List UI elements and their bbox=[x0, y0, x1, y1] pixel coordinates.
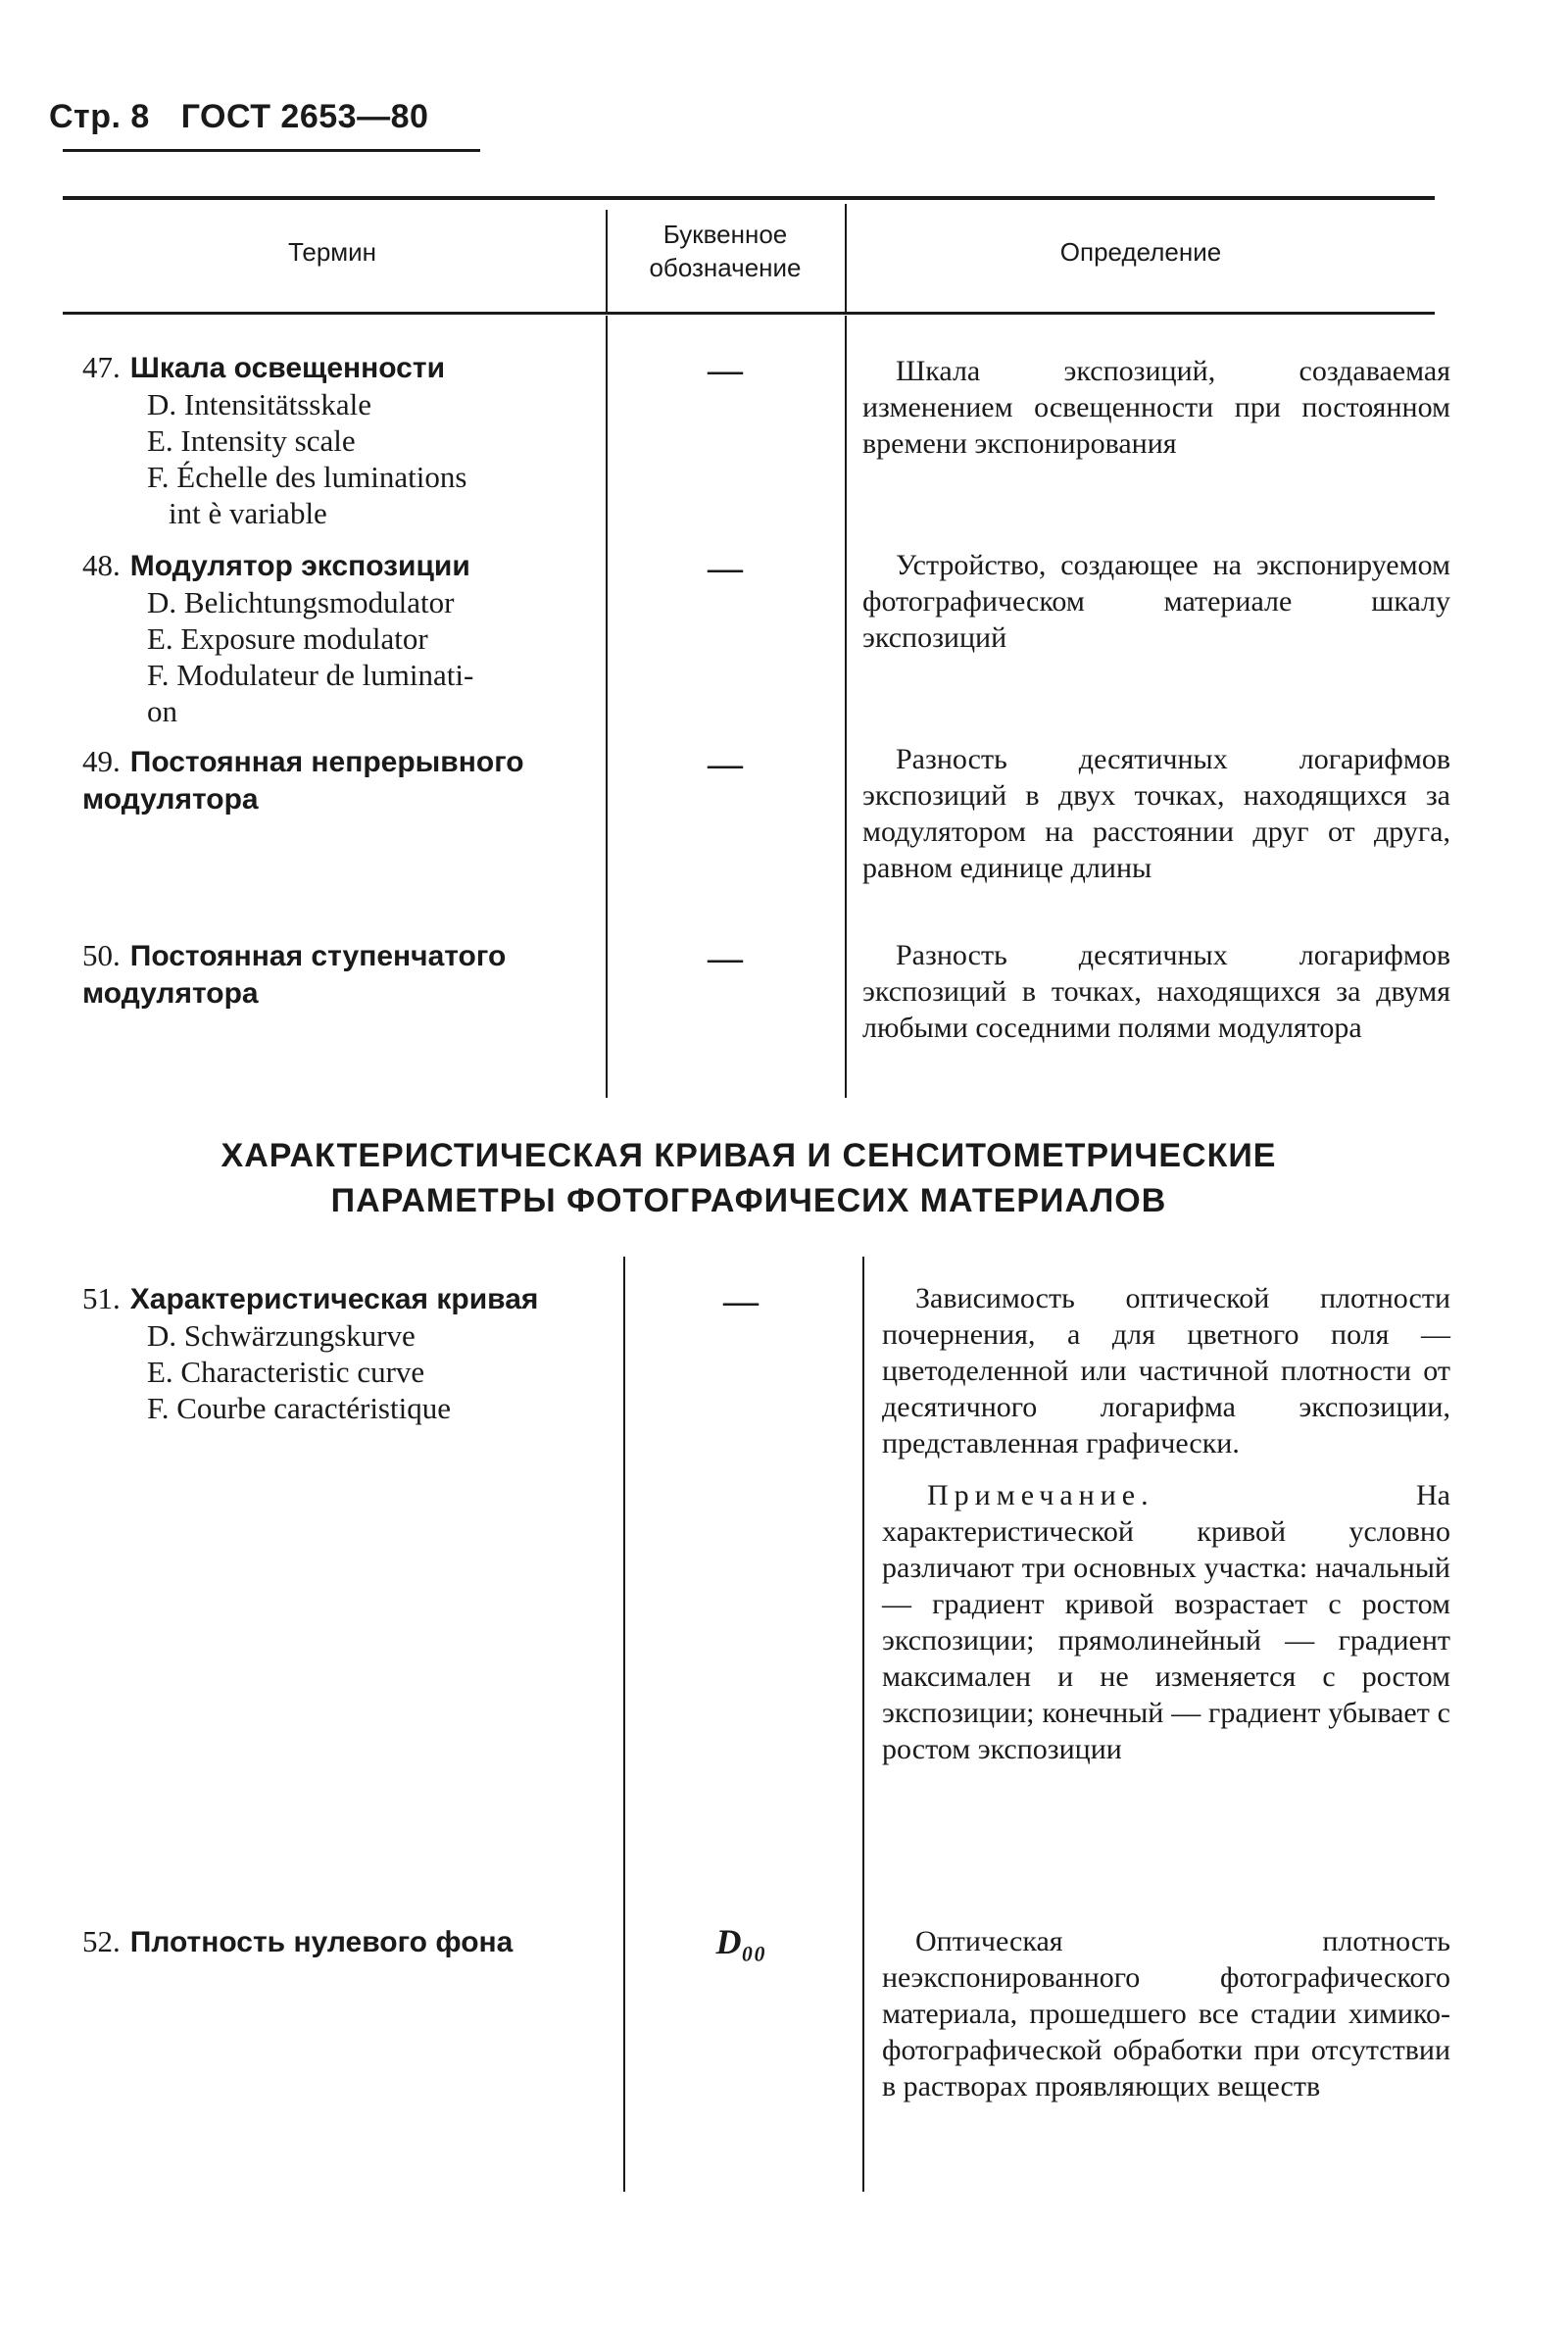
column-divider bbox=[606, 316, 608, 1098]
translation-en: E. Intensity scale bbox=[147, 423, 356, 458]
column-divider bbox=[623, 1257, 625, 2192]
section-title-line2: ПАРАМЕТРЫ ФОТОГРАФИЧЕСИХ МАТЕРИАЛОВ bbox=[330, 1182, 1167, 1219]
definition-text: Устройство, создающее на экспонируемом фотографическом материале шкалу экспозиций bbox=[862, 549, 1450, 654]
column-divider bbox=[845, 316, 847, 1098]
translation-fr: F. Modulateur de luminati- bbox=[147, 658, 474, 692]
translation-fr-cont: int è variable bbox=[169, 496, 327, 530]
entry-number: 51. bbox=[82, 1281, 121, 1315]
column-divider bbox=[845, 204, 847, 312]
page-header bbox=[49, 98, 450, 136]
standard-number: ГОСТ 2653—80 bbox=[180, 98, 429, 135]
translation-de: D. Belichtungsmodulator bbox=[147, 585, 455, 619]
note-block bbox=[882, 1477, 1450, 1767]
letter-symbol: — bbox=[708, 938, 743, 977]
header-rule bbox=[63, 149, 480, 152]
entry-number: 48. bbox=[82, 548, 121, 582]
definition-text: Оптическая плотность неэкспонированного фотографического материала, прошедшего все стадии химико-фотографической обработки при отсутствии в растворах проявляющих веществ bbox=[882, 1925, 1450, 2102]
entry-title: Плотность нулевого фона bbox=[129, 1926, 514, 1958]
letter-symbol: — bbox=[708, 548, 743, 587]
column-header-letter bbox=[608, 218, 843, 284]
table-head-rule bbox=[63, 312, 1435, 315]
column-header-letter-line1: Буквенное bbox=[662, 220, 788, 249]
entry-title: Модулятор экспозиции bbox=[129, 550, 470, 582]
note-text: На характеристической кривой условно различают три основных участка: начальный — градиент кривой возрастает с ростом экспозиции; прямолинейный — градиент максимален и не изменяется с ростом экспозиции; конечный — градиент убывает с ростом экспозиции bbox=[882, 1479, 1450, 1765]
term-entry-49 bbox=[82, 743, 602, 817]
column-header-definition: Определение bbox=[1059, 237, 1222, 267]
entry-title: Постоянная ступенчатого модулятора bbox=[82, 940, 507, 1010]
section-title bbox=[63, 1133, 1435, 1223]
translation-de: D. Intensitätsskale bbox=[147, 387, 372, 421]
definition-48 bbox=[862, 547, 1450, 656]
definition-text: Разность десятичных логарифмов экспозиций в двух точках, находящихся за модулятором на расстоянии друг от друга, равном единице длины bbox=[862, 743, 1450, 884]
column-divider bbox=[862, 1257, 864, 2192]
letter-symbol: — bbox=[723, 1281, 759, 1320]
definition-text: Разность десятичных логарифмов экспозиций в точках, находящихся за двумя любыми соседними полями модулятора bbox=[862, 939, 1450, 1044]
translation-fr-cont: on bbox=[147, 694, 177, 728]
term-entry-47 bbox=[82, 349, 602, 531]
translation-fr: F. Courbe caractéristique bbox=[147, 1391, 451, 1425]
page-label: Стр. 8 bbox=[49, 98, 150, 135]
term-entry-48 bbox=[82, 547, 602, 729]
column-divider bbox=[606, 210, 608, 312]
entry-title: Шкала освещенности bbox=[129, 352, 446, 384]
term-entry-50 bbox=[82, 937, 602, 1012]
definition-50 bbox=[862, 937, 1450, 1046]
entry-title: Характеристическая кривая bbox=[129, 1283, 539, 1315]
term-entry-51 bbox=[82, 1280, 602, 1426]
letter-symbol: — bbox=[708, 744, 743, 783]
column-header-letter-line2: обозначение bbox=[649, 253, 802, 282]
entry-number: 47. bbox=[82, 350, 121, 384]
translation-de: D. Schwärzungskurve bbox=[147, 1318, 416, 1353]
translation-en: E. Characteristic curve bbox=[147, 1355, 425, 1389]
entry-number: 50. bbox=[82, 938, 121, 972]
definition-text: Зависимость оптической плотности почернения, а для цветного поля — цветоделенной или частичной плотности от десятичного логарифма экспозиции, представленная графически. bbox=[882, 1282, 1450, 1459]
definition-47 bbox=[862, 353, 1450, 462]
entry-title: Постоянная непрерывного модулятора bbox=[82, 746, 524, 816]
definition-52 bbox=[882, 1923, 1450, 2104]
definition-text: Шкала экспозиций, создаваемая изменением освещенности при постоянном времени экспонирования bbox=[862, 355, 1450, 460]
definition-49 bbox=[862, 741, 1450, 886]
table-top-rule bbox=[63, 196, 1435, 200]
section-title-line1: ХАРАКТЕРИСТИЧЕСКАЯ КРИВАЯ И СЕНСИТОМЕТРИЧЕСКИЕ bbox=[220, 1137, 1277, 1174]
definition-51 bbox=[882, 1280, 1450, 1767]
note-label: Примечание. bbox=[927, 1479, 1154, 1511]
column-header-term: Термин bbox=[287, 237, 377, 267]
entry-number: 49. bbox=[82, 744, 121, 778]
term-entry-52 bbox=[82, 1923, 602, 1960]
letter-symbol: D₀₀ bbox=[715, 1922, 766, 1961]
entry-number: 52. bbox=[82, 1924, 121, 1958]
letter-symbol: — bbox=[708, 350, 743, 389]
translation-en: E. Exposure modulator bbox=[147, 621, 428, 656]
translation-fr: F. Échelle des luminations bbox=[147, 460, 467, 494]
